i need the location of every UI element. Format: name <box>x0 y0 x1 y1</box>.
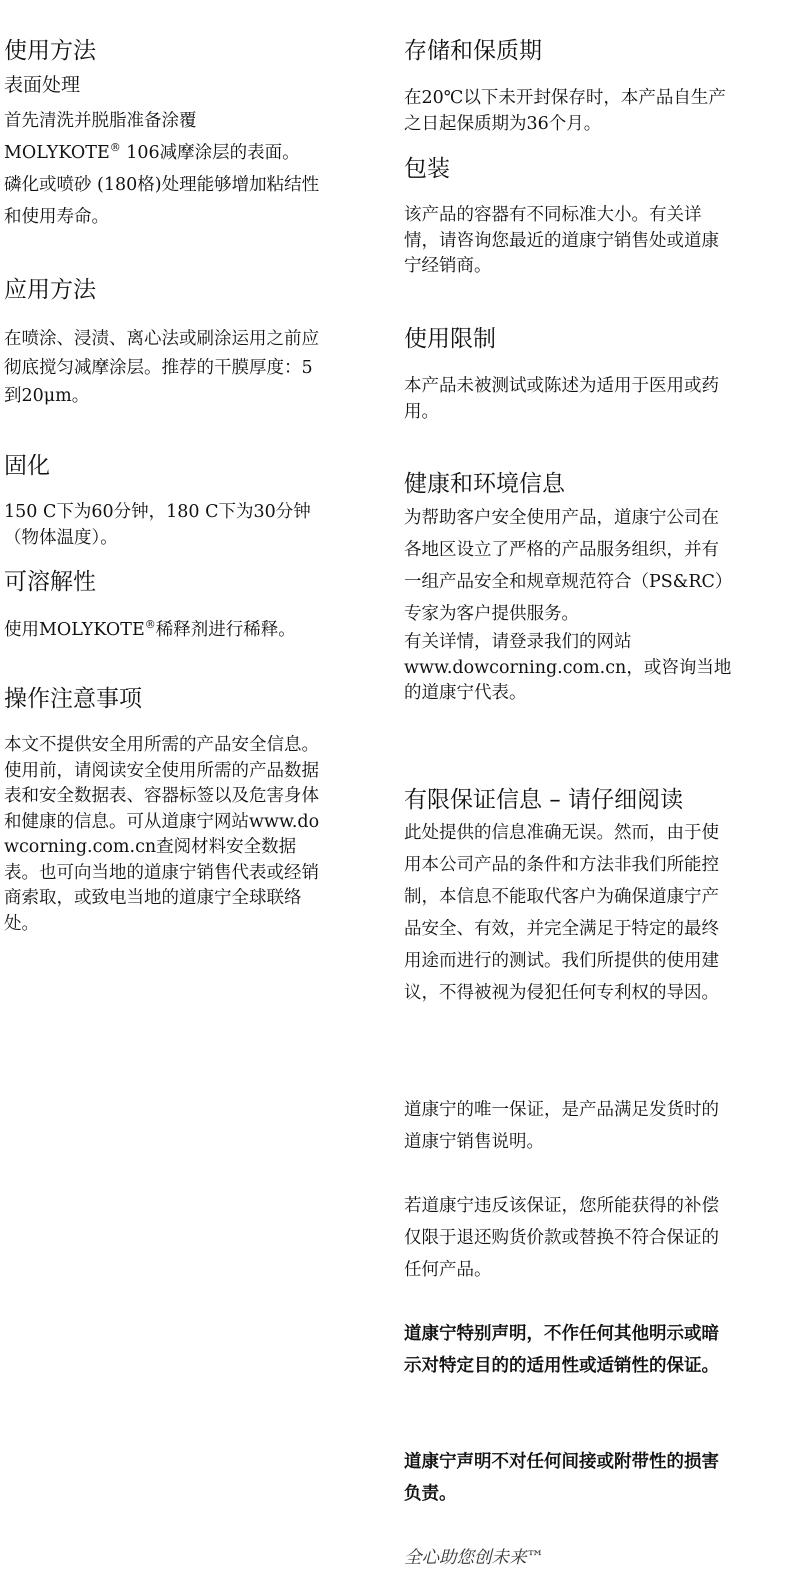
curing-text-block <box>4 500 326 551</box>
handling-text-part2: 查阅材料安全数据表。也可向当地的道康宁销售代表或经销商索取，或致电当地的道康宁全球联络处。 <box>4 837 319 934</box>
warranty-p3-block <box>404 1190 734 1286</box>
curing-section <box>4 451 326 481</box>
packaging-text-block <box>404 203 734 280</box>
warranty-section <box>404 785 734 815</box>
surface-treatment-subheading: 表面处理 <box>4 74 81 96</box>
limitations-text: 本产品未被测试或陈述为适用于医用或药用。 <box>404 376 719 422</box>
application-text: 在喷涂、浸渍、离心法或刷涂运用之前应彻底搅匀减摩涂层。推荐的干膜厚度：5 到20μm。 <box>4 329 319 406</box>
slogan: 全心助您创未来™ <box>404 1548 544 1568</box>
warranty-p5-block <box>404 1446 734 1510</box>
solubility-text <box>4 618 326 644</box>
website-link[interactable]: www.dowcorning.com.cn <box>404 657 627 678</box>
surface-treatment-line2 <box>4 137 326 169</box>
slogan-block <box>404 1545 734 1571</box>
health-text-2-part1: 有关详情，请登录我们的网站 <box>404 632 632 652</box>
warranty-p1-block <box>404 817 734 1009</box>
warranty-p2-block <box>404 1094 734 1158</box>
storage-text-block <box>404 86 734 137</box>
surface-treatment-line2-rest: 106减摩涂层的表面。 <box>120 143 300 163</box>
warranty-paragraph-5: 道康宁声明不对任何间接或附带性的损害负责。 <box>404 1452 719 1504</box>
limitations-text-block <box>404 374 734 425</box>
registered-mark: ® <box>109 141 121 154</box>
health-text: 为帮助客户安全使用产品，道康宁公司在各地区设立了严格的产品服务组织，并有一组产品安全和规章规范符合（PS&RC）专家为客户提供服务。 <box>404 508 733 624</box>
surface-treatment-line3: 磷化或喷砂 (180格)处理能够增加粘结性和使用寿命。 <box>4 175 320 227</box>
storage-section <box>404 36 734 66</box>
curing-heading: 固化 <box>4 453 50 479</box>
website-link[interactable]: www.dowcorning.com.cn <box>4 811 320 857</box>
application-text-block <box>4 325 326 411</box>
handling-heading: 操作注意事项 <box>4 686 142 712</box>
solubility-text-post: 稀释剂进行稀释。 <box>155 620 296 640</box>
handling-text-part1: 本文不提供安全用所需的产品安全信息。使用前，请阅读安全使用所需的产品数据表和安全数据表、容器标签以及危害身体和健康的信息。可从道康宁网站 <box>4 735 319 832</box>
handling-text-block <box>4 733 326 937</box>
warranty-paragraph-3: 若道康宁违反该保证，您所能获得的补偿仅限于退还购货价款或替换不符合保证的任何产品。 <box>404 1196 719 1280</box>
warranty-heading: 有限保证信息 – 请仔细阅读 <box>404 787 684 813</box>
solubility-heading: 可溶解性 <box>4 569 96 595</box>
storage-text: 在20℃以下未开封保存时，本产品自生产之日起保质期为36个月。 <box>404 88 726 134</box>
health-section <box>404 469 734 499</box>
handling-section <box>4 684 326 714</box>
solubility-text-pre: 使用MOLYKOTE <box>4 620 145 640</box>
usage-heading: 使用方法 <box>4 38 96 64</box>
usage-section <box>4 36 326 66</box>
application-section <box>4 275 326 305</box>
warranty-p4-block <box>404 1318 734 1382</box>
warranty-paragraph-1: 此处提供的信息准确无误。然而，由于使用本公司产品的条件和方法非我们所能控制，本信息不能取代客户为确保道康宁产品安全、有效，并完全满足于特定的最终用途而进行的测试。我们所提供的使用建议，不得被视为侵犯任何专利权的导因。 <box>404 823 719 1003</box>
packaging-text: 该产品的容器有不同标准大小。有关详情，请咨询您最近的道康宁销售处或道康宁经销商。 <box>404 205 719 276</box>
health-text-2 <box>404 630 734 707</box>
brand-name: MOLYKOTE <box>4 143 110 163</box>
limitations-section <box>404 324 734 354</box>
surface-treatment-line1: 首先清洗并脱脂准备涂覆 <box>4 111 197 131</box>
curing-text: 150 C下为60分钟，180 C下为30分钟（物体温度）。 <box>4 502 311 548</box>
health-text-block <box>404 502 734 707</box>
warranty-paragraph-4: 道康宁特别声明，不作任何其他明示或暗示对特定目的的适用性或适销性的保证。 <box>404 1324 719 1376</box>
health-text-2-part2: ，或咨询当地的道康宁代表。 <box>404 657 732 703</box>
application-heading: 应用方法 <box>4 277 96 303</box>
health-heading: 健康和环境信息 <box>404 471 565 497</box>
surface-treatment-block <box>4 73 326 97</box>
warranty-paragraph-2: 道康宁的唯一保证，是产品满足发货时的道康宁销售说明。 <box>404 1100 719 1152</box>
handling-text <box>4 733 326 937</box>
storage-heading: 存储和保质期 <box>404 38 542 64</box>
packaging-heading: 包装 <box>404 156 450 182</box>
packaging-section <box>404 154 734 184</box>
solubility-text-block <box>4 618 326 644</box>
solubility-section <box>4 567 326 597</box>
registered-mark: ® <box>144 618 156 631</box>
limitations-heading: 使用限制 <box>404 326 496 352</box>
surface-treatment-text <box>4 105 326 233</box>
